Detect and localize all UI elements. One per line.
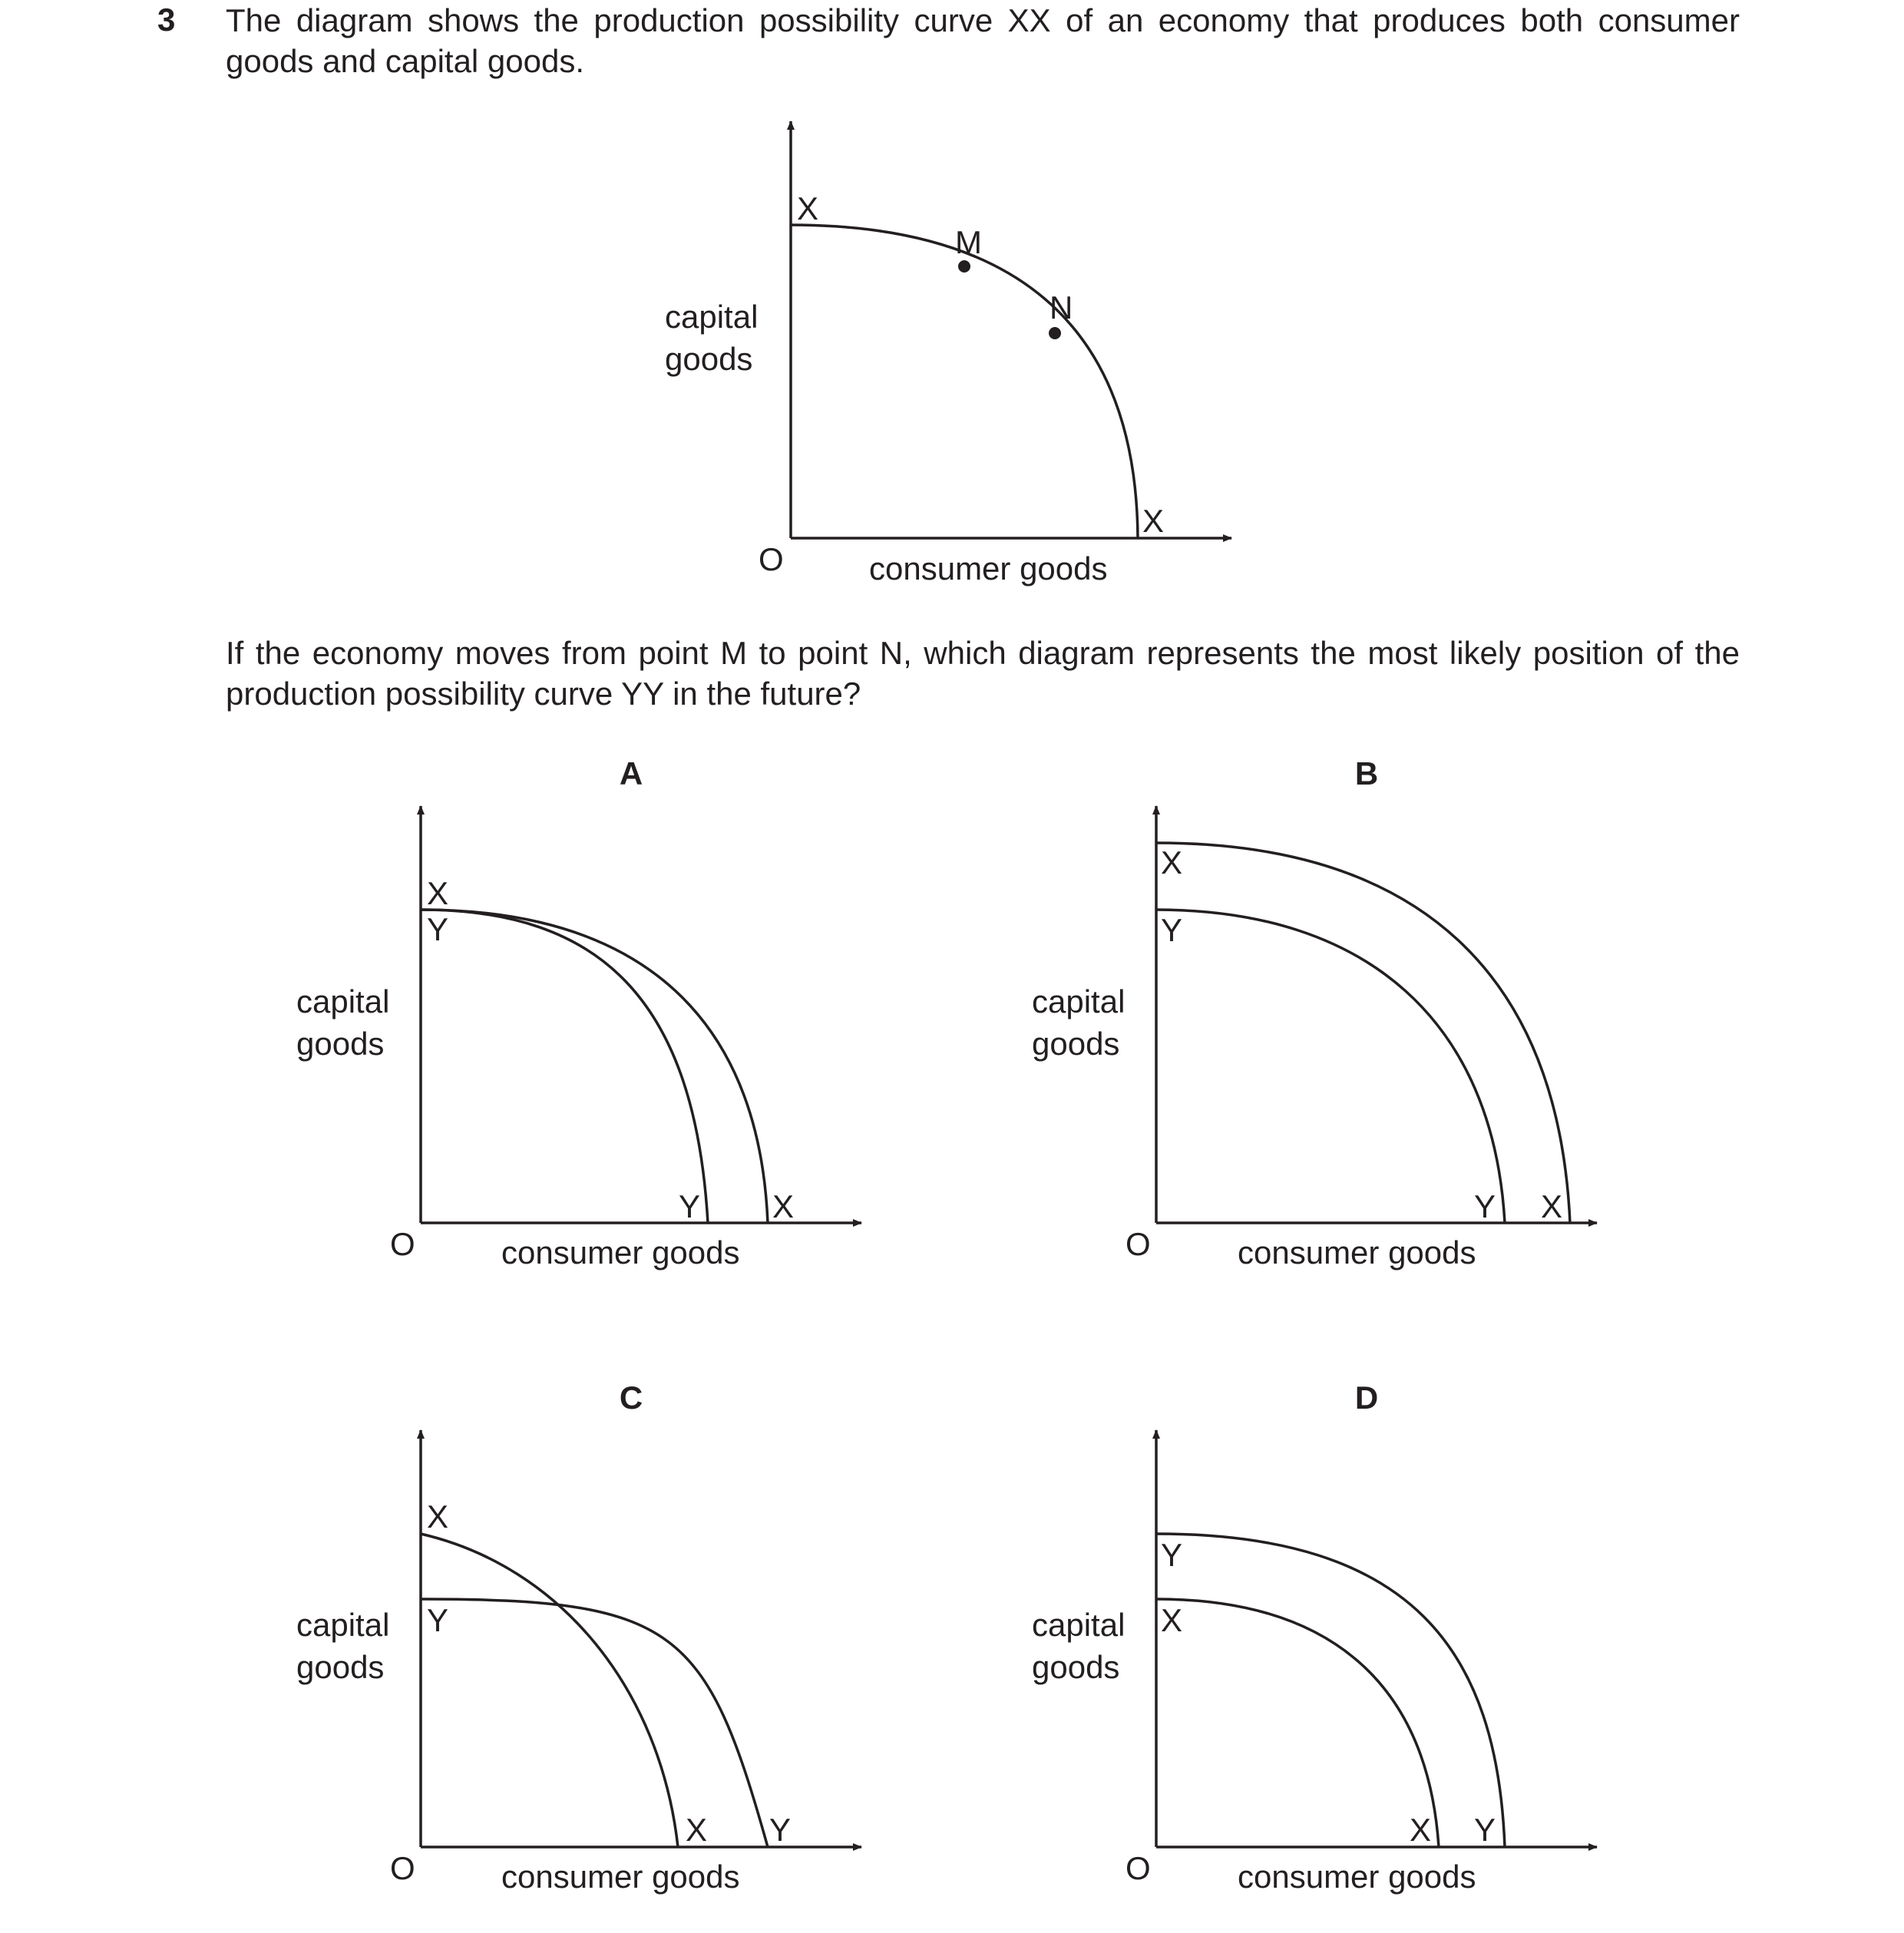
main-point-m-label: M [955,224,982,260]
option-c-letter: C [619,1380,643,1416]
option-c-left-label-1: X [427,1498,449,1535]
option-c-origin-label: O [390,1850,415,1886]
option-a-left-label-1: X [427,875,449,911]
option-b-y-axis-label-line2: goods [1032,1026,1120,1062]
main-y-axis-label-line1: capital [665,299,759,335]
option-b-left-label-1: X [1161,844,1183,881]
option-a-curve-yy [421,910,708,1223]
option-b-x-axis-label: consumer goods [1238,1234,1476,1270]
option-d-left-label-1: Y [1161,1537,1183,1573]
main-point-n [1049,327,1061,339]
option-a-diagram [296,755,861,1270]
option-a-letter: A [619,755,643,791]
option-d-left-label-2: X [1161,1602,1183,1638]
option-d-letter: D [1354,1380,1379,1416]
option-d-origin-label: O [1126,1850,1151,1886]
option-c-bottom-label-1: X [686,1812,708,1848]
option-a-bottom-label-1: Y [679,1188,701,1224]
option-a-origin-label: O [390,1226,415,1262]
option-b-bottom-label-2: X [1541,1188,1563,1224]
main-x-axis-label: consumer goods [869,550,1108,587]
question-stem: The diagram shows the production possibility curve XX of an economy that produces both consumer goods and capital goods. [226,2,1740,79]
option-c-left-label-2: Y [427,1602,449,1638]
option-b-curve-xx [1156,843,1570,1223]
option-d-y-axis-label-line1: capital [1032,1607,1126,1643]
option-c-bottom-label-2: Y [769,1812,792,1848]
main-diagram [665,121,1231,587]
main-y-axis-label-line2: goods [665,341,753,377]
option-a-bottom-label-2: X [772,1188,795,1224]
option-b-y-axis-label-line1: capital [1032,983,1126,1019]
option-c-x-axis-label: consumer goods [501,1859,740,1895]
main-curve-label-bottom: X [1142,503,1165,539]
main-curve-label-top: X [797,190,819,226]
option-b-diagram [1032,755,1597,1270]
option-c-curve-xx [421,1534,678,1847]
option-d-diagram [1032,1380,1597,1895]
option-c-diagram [296,1380,861,1895]
option-c-y-axis-label-line1: capital [296,1607,390,1643]
option-b-letter: B [1354,755,1379,791]
option-b-bottom-label-1: Y [1474,1188,1496,1224]
option-b-left-label-2: Y [1161,912,1183,948]
option-a-x-axis-label: consumer goods [501,1234,740,1270]
option-b-curve-yy [1156,910,1505,1223]
question-prompt: If the economy moves from point M to point N, which diagram represents the most likely position of the production possibility curve YY in the future? [226,635,1740,712]
option-a-curve-xx [421,910,768,1223]
option-c-curve-yy [421,1599,768,1847]
main-origin-label: O [759,541,784,577]
option-b-origin-label: O [1126,1226,1151,1262]
option-d-x-axis-label: consumer goods [1238,1859,1476,1895]
main-point-n-label: N [1050,289,1073,325]
option-d-curve-xx [1156,1599,1439,1847]
option-c-y-axis-label-line2: goods [296,1649,385,1685]
option-d-bottom-label-1: X [1410,1812,1432,1848]
option-a-y-axis-label-line2: goods [296,1026,385,1062]
option-a-y-axis-label-line1: capital [296,983,390,1019]
question-number: 3 [157,2,176,38]
main-point-m [958,260,970,273]
option-d-curve-yy [1156,1534,1505,1847]
option-d-bottom-label-2: Y [1474,1812,1496,1848]
option-d-y-axis-label-line2: goods [1032,1649,1120,1685]
option-a-left-label-2: Y [427,911,449,947]
